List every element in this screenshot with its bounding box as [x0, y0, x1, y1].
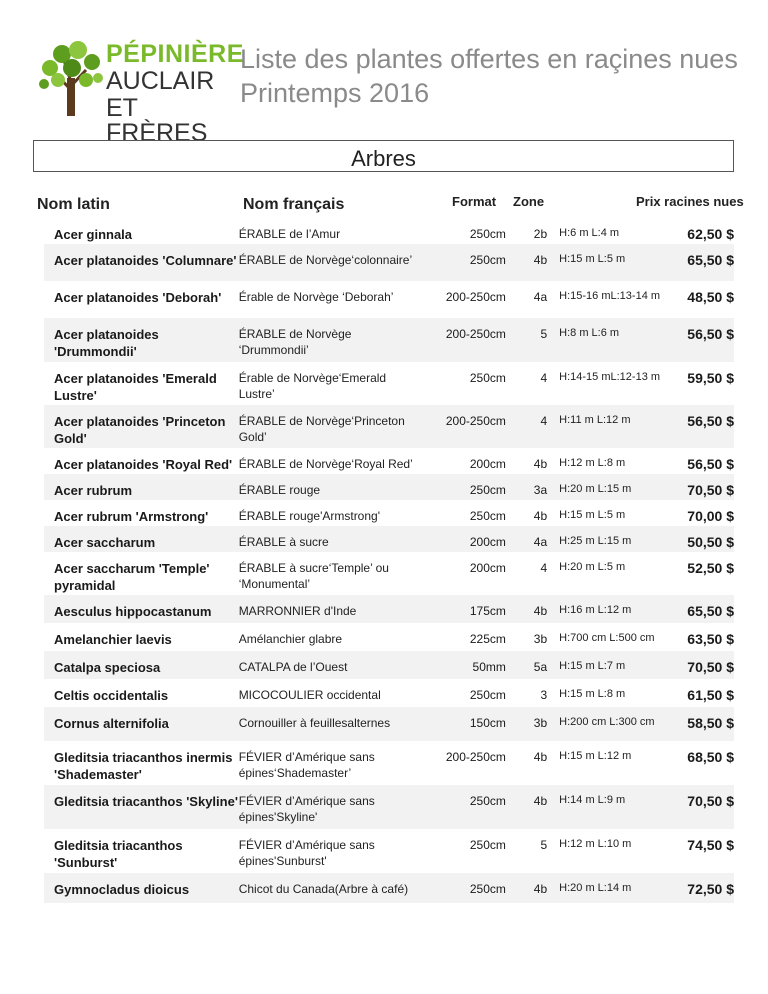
- cell-french: Chicot du Canada(Arbre à café): [238, 882, 409, 896]
- cell-dimensions: H:20 m L:14 m: [559, 882, 632, 894]
- cell-dimensions: H:15 m L:5 m: [559, 253, 626, 265]
- table-row: [44, 651, 734, 679]
- cell-french: FÉVIER d’Amérique sans épines‘Shademaster’: [238, 750, 375, 780]
- cell-price: 59,50 $: [687, 370, 735, 386]
- cell-french: ÉRABLE à sucre: [238, 535, 329, 549]
- cell-dimensions: H:6 m L:4 m: [559, 227, 620, 239]
- table-row: [44, 474, 734, 500]
- table-row: [44, 218, 734, 244]
- cell-price: 50,50 $: [687, 534, 735, 550]
- table-row: [44, 526, 734, 552]
- cell-zone: 5a: [533, 660, 548, 674]
- header-latin: Nom latin: [37, 196, 110, 213]
- table-row: [44, 244, 734, 281]
- cell-latin: Gleditsia triacanthos 'Skyline': [54, 794, 238, 809]
- cell-zone: 2b: [533, 227, 548, 241]
- cell-dimensions: H:25 m L:15 m: [559, 535, 632, 547]
- cell-latin: Acer rubrum 'Armstrong': [54, 509, 209, 524]
- cell-dimensions: H:15 m L:8 m: [559, 688, 626, 700]
- cell-price: 56,50 $: [687, 326, 735, 342]
- cell-format: 250cm: [469, 509, 506, 523]
- cell-latin: Acer platanoides 'Emerald Lustre': [54, 371, 217, 403]
- header-zone: Zone: [513, 194, 545, 209]
- cell-format: 225cm: [469, 632, 506, 646]
- cell-price: 52,50 $: [687, 560, 735, 576]
- cell-latin: Acer platanoides 'Royal Red': [54, 457, 233, 472]
- cell-dimensions: H:14 m L:9 m: [559, 794, 626, 806]
- cell-french: FÉVIER d’Amérique sans épines'Sunburst': [238, 838, 375, 868]
- cell-dimensions: H:20 m L:5 m: [559, 561, 626, 573]
- table-row: [44, 595, 734, 623]
- cell-latin: Amelanchier laevis: [54, 632, 172, 647]
- tree-logo-icon: [36, 38, 106, 118]
- cell-zone: 4b: [533, 794, 548, 808]
- cell-latin: Aesculus hippocastanum: [54, 604, 212, 619]
- cell-price: 74,50 $: [687, 837, 735, 853]
- cell-format: 200cm: [469, 457, 506, 471]
- cell-price: 68,50 $: [687, 749, 735, 765]
- cell-format: 200cm: [469, 535, 506, 549]
- cell-dimensions: H:15 m L:7 m: [559, 660, 626, 672]
- cell-zone: 4: [540, 371, 548, 385]
- cell-zone: 5: [540, 327, 548, 341]
- cell-format: 200cm: [469, 561, 506, 575]
- cell-format: 175cm: [469, 604, 506, 618]
- cell-price: 62,50 $: [687, 226, 735, 242]
- cell-format: 250cm: [469, 227, 506, 241]
- cell-zone: 3b: [533, 632, 548, 646]
- cell-french: Amélanchier glabre: [238, 632, 343, 646]
- cell-dimensions: H:8 m L:6 m: [559, 327, 620, 339]
- cell-latin: Acer saccharum: [54, 535, 156, 550]
- cell-price: 70,00 $: [687, 508, 735, 524]
- cell-latin: Gleditsia triacanthos inermis 'Shademaster': [54, 750, 233, 782]
- header-price: Prix racines nues: [636, 194, 744, 209]
- cell-format: 250cm: [469, 688, 506, 702]
- cell-latin: Acer saccharum 'Temple' pyramidal: [54, 561, 210, 593]
- cell-latin: Cornus alternifolia: [54, 716, 169, 731]
- cell-french: Érable de Norvège ‘Deborah’: [238, 290, 394, 304]
- header-format: Format: [452, 194, 497, 209]
- logo-line-1: PÉPINIÈRE: [106, 40, 244, 68]
- cell-french: Érable de Norvège‘Emerald Lustre’: [238, 371, 387, 401]
- cell-format: 250cm: [469, 882, 506, 896]
- cell-price: 58,50 $: [687, 715, 735, 731]
- company-logo: [28, 32, 244, 147]
- cell-dimensions: H:15 m L:12 m: [559, 750, 632, 762]
- cell-french: ÉRABLE de Norvège‘Royal Red’: [238, 457, 413, 471]
- cell-dimensions: H:15-16 mL:13-14 m: [559, 290, 661, 302]
- cell-dimensions: H:200 cm L:300 cm: [559, 716, 655, 728]
- cell-dimensions: H:15 m L:5 m: [559, 509, 626, 521]
- cell-price: 70,50 $: [687, 659, 735, 675]
- section-title: Arbres: [33, 140, 734, 172]
- cell-price: 56,50 $: [687, 413, 735, 429]
- cell-zone: 3: [540, 688, 548, 702]
- table-row: [44, 405, 734, 448]
- cell-price: 48,50 $: [687, 289, 735, 305]
- table-row: [44, 679, 734, 707]
- cell-zone: 3b: [533, 716, 548, 730]
- cell-price: 65,50 $: [687, 603, 735, 619]
- cell-format: 250cm: [469, 838, 506, 852]
- table-row: [44, 623, 734, 651]
- cell-zone: 4b: [533, 882, 548, 896]
- table-row: [44, 785, 734, 829]
- cell-latin: Gymnocladus dioicus: [54, 882, 190, 897]
- cell-price: 63,50 $: [687, 631, 735, 647]
- cell-price: 56,50 $: [687, 456, 735, 472]
- cell-price: 72,50 $: [687, 881, 735, 897]
- table-row: [44, 362, 734, 405]
- cell-zone: 4b: [533, 509, 548, 523]
- cell-format: 200-250cm: [445, 327, 506, 341]
- cell-zone: 4b: [533, 604, 548, 618]
- cell-french: MICOCOULIER occidental: [238, 688, 381, 702]
- title-line-2: Printemps 2016: [240, 78, 430, 108]
- cell-zone: 4b: [533, 253, 548, 267]
- cell-format: 250cm: [469, 483, 506, 497]
- table-row: [44, 741, 734, 785]
- cell-zone: 4: [540, 414, 548, 428]
- document-title: [240, 42, 738, 110]
- cell-latin: Acer rubrum: [54, 483, 133, 498]
- cell-zone: 3a: [533, 483, 548, 497]
- cell-french: ÉRABLE de l’Amur: [238, 227, 341, 241]
- cell-latin: Catalpa speciosa: [54, 660, 161, 675]
- plant-table: [44, 218, 734, 903]
- cell-format: 250cm: [469, 794, 506, 808]
- cell-format: 250cm: [469, 253, 506, 267]
- header-french: Nom français: [243, 196, 345, 213]
- table-row: [44, 281, 734, 318]
- cell-zone: 5: [540, 838, 548, 852]
- cell-dimensions: H:12 m L:10 m: [559, 838, 632, 850]
- cell-dimensions: H:20 m L:15 m: [559, 483, 632, 495]
- table-row: [44, 829, 734, 873]
- cell-zone: 4a: [533, 535, 548, 549]
- cell-format: 150cm: [469, 716, 506, 730]
- title-line-1: Liste des plantes offertes en raçines nues: [240, 44, 738, 74]
- cell-french: ÉRABLE rouge'Armstrong': [238, 509, 380, 523]
- cell-french: ÉRABLE de Norvège ‘Drummondii’: [238, 327, 352, 357]
- cell-price: 61,50 $: [687, 687, 735, 703]
- cell-french: ÉRABLE de Norvège‘Princeton Gold’: [238, 414, 405, 444]
- cell-format: 250cm: [469, 371, 506, 385]
- table-row: [44, 318, 734, 362]
- logo-line-2: AUCLAIR: [106, 67, 215, 95]
- cell-french: Cornouiller à feuillesalternes: [238, 716, 391, 730]
- cell-format: 200-250cm: [445, 750, 506, 764]
- logo-line-3: ET FRÈRES: [106, 94, 208, 147]
- cell-latin: Gleditsia triacanthos 'Sunburst': [54, 838, 183, 870]
- cell-dimensions: H:700 cm L:500 cm: [559, 632, 655, 644]
- cell-french: ÉRABLE de Norvège‘colonnaire’: [238, 253, 413, 267]
- cell-latin: Acer platanoides 'Deborah': [54, 290, 222, 305]
- cell-french: ÉRABLE à sucre‘Temple’ ou ‘Monumental’: [238, 561, 389, 591]
- cell-latin: Acer platanoides 'Columnare': [54, 253, 237, 268]
- cell-format: 50mm: [472, 660, 506, 674]
- cell-french: CATALPA de l’Ouest: [238, 660, 348, 674]
- cell-price: 70,50 $: [687, 482, 735, 498]
- cell-format: 200-250cm: [445, 290, 506, 304]
- cell-dimensions: H:16 m L:12 m: [559, 604, 632, 616]
- cell-french: FÉVIER d’Amérique sans épines'Skyline': [238, 794, 375, 824]
- cell-dimensions: H:12 m L:8 m: [559, 457, 626, 469]
- cell-latin: Celtis occidentalis: [54, 688, 169, 703]
- cell-dimensions: H:11 m L:12 m: [559, 414, 631, 426]
- table-row: [44, 552, 734, 595]
- cell-latin: Acer platanoides 'Princeton Gold': [54, 414, 226, 446]
- table-row: [44, 448, 734, 474]
- cell-zone: 4a: [533, 290, 548, 304]
- cell-zone: 4: [540, 561, 548, 575]
- cell-zone: 4b: [533, 457, 548, 471]
- table-row: [44, 873, 734, 903]
- table-row: [44, 500, 734, 526]
- cell-price: 70,50 $: [687, 793, 735, 809]
- cell-french: MARRONNIER d'Inde: [238, 604, 357, 618]
- cell-latin: Acer platanoides 'Drummondii': [54, 327, 159, 359]
- cell-french: ÉRABLE rouge: [238, 483, 321, 497]
- cell-dimensions: H:14-15 mL:12-13 m: [559, 371, 661, 383]
- cell-format: 200-250cm: [445, 414, 506, 428]
- cell-zone: 4b: [533, 750, 548, 764]
- cell-latin: Acer ginnala: [54, 227, 133, 242]
- table-row: [44, 707, 734, 741]
- cell-price: 65,50 $: [687, 252, 735, 268]
